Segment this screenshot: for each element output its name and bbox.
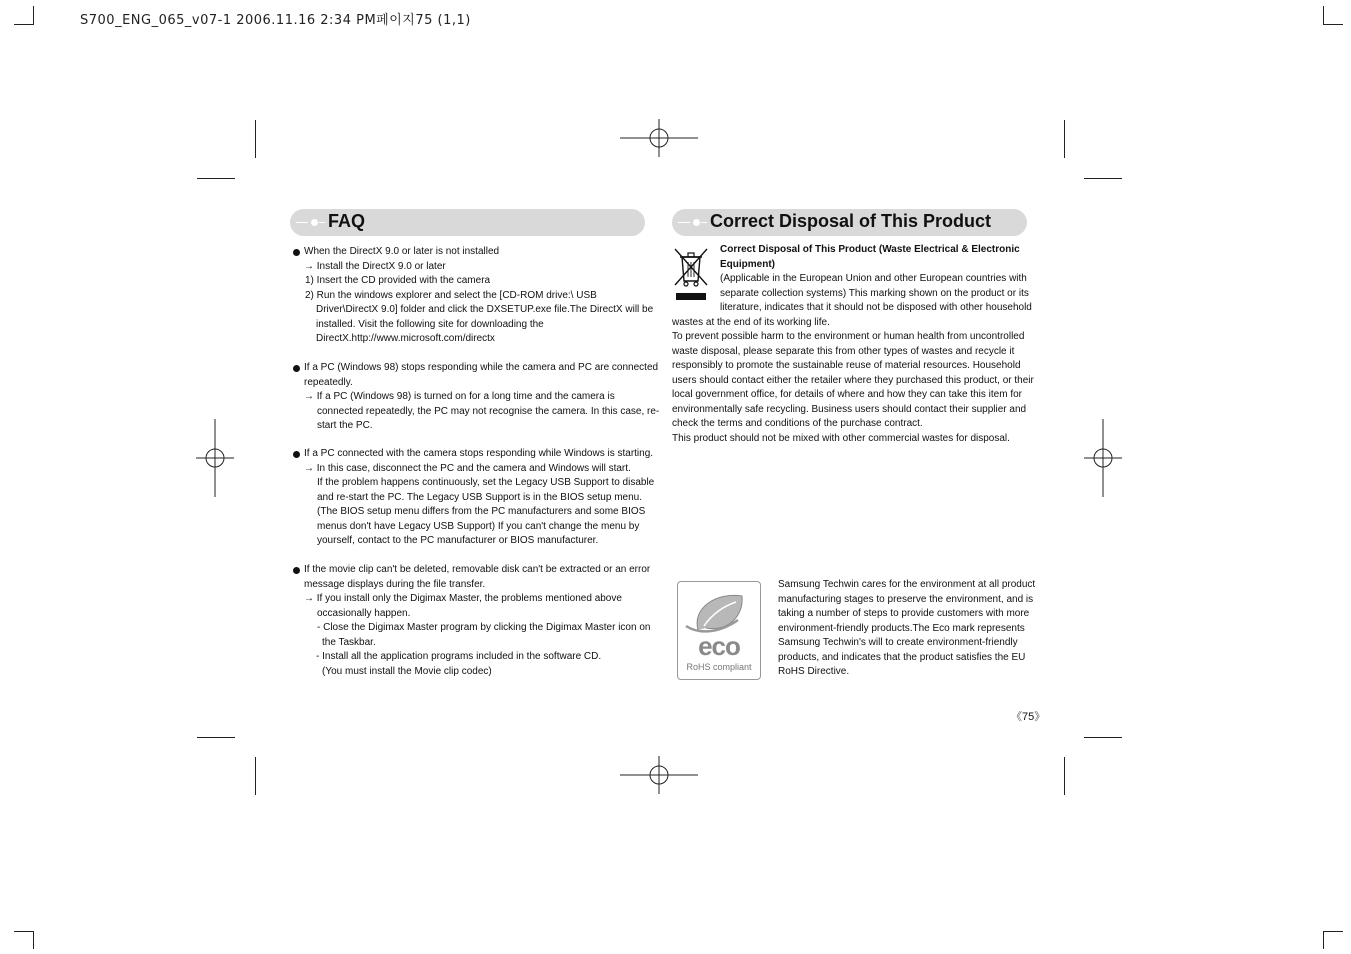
faq-line: Driver\DirectX 9.0] folder and click the DXSETUP.exe file.The DirectX will be: [316, 304, 654, 315]
disposal-line: local government office, for details of where and how they can take this item for: [672, 389, 1022, 400]
faq-line: 1) Insert the CD provided with the camera: [305, 275, 491, 286]
faq-line: When the DirectX 9.0 or later is not installed: [304, 246, 500, 257]
faq-line: occasionally happen.: [317, 607, 411, 619]
disposal-subtitle: Correct Disposal of This Product (Waste Electrical & Electronic: [720, 244, 1020, 255]
eco-line: taking a number of steps to provide customers with more: [778, 608, 1030, 619]
bullet-icon: [293, 451, 300, 458]
faq-line: → If you install only the Digimax Master, the problems mentioned above: [304, 593, 622, 604]
faq-line: If a PC (Windows 98) stops responding while the camera and PC are connected: [304, 362, 659, 373]
header-bullet-icon: [311, 219, 318, 226]
disposal-line: environmentally safe recycling. Business users should contact their supplier and: [672, 403, 1027, 415]
page-number: 《75》: [1011, 711, 1046, 723]
bullet-icon: [293, 249, 300, 256]
faq-line: 2) Run the windows explorer and select the [CD-ROM drive:\ USB: [305, 289, 597, 301]
faq-line: the Taskbar.: [322, 636, 376, 648]
rohs-label: RoHS compliant: [686, 662, 752, 672]
crossed-out-bin-icon: [673, 247, 709, 303]
disposal-line: waste disposal, please separate this from other types of wastes and recycle it: [672, 345, 1015, 357]
disposal-line: (Applicable in the European Union and other European countries with: [720, 273, 1027, 284]
disposal-line: check the terms and conditions of the purchase contract.: [672, 418, 923, 429]
eco-line: RoHS Directive.: [778, 666, 850, 677]
eco-rohs-logo: [677, 581, 761, 680]
faq-line: connected repeatedly, the PC may not recognise the camera. In this case, re-: [317, 405, 660, 417]
faq-line: → If a PC (Windows 98) is turned on for a long time and the camera is: [304, 391, 615, 402]
faq-line: menus don't have Legacy USB Support) If you can't change the menu by: [317, 520, 640, 532]
bullet-icon: [293, 567, 300, 574]
eco-line: environment-friendly products.The Eco mark represents: [778, 622, 1025, 634]
faq-line: yourself, contact to the PC manufacturer or BIOS manufacturer.: [317, 535, 599, 546]
faq-line: - Close the Digimax Master program by clicking the Digimax Master icon on: [317, 622, 651, 633]
disposal-line: separate collection systems) This marking shown on the product or its: [720, 287, 1029, 299]
faq-line: start the PC.: [317, 420, 373, 431]
header-bullet-icon: [693, 219, 700, 226]
faq-line: message displays during the file transfer.: [304, 578, 486, 590]
disposal-line: responsibly to promote the sustainable reuse of material resources. Household: [672, 360, 1021, 371]
disposal-line: users should contact either the retailer where they purchased this product, or their: [672, 374, 1034, 386]
disposal-subtitle: Equipment): [720, 258, 775, 270]
registration-mark-bottom-icon: [620, 756, 698, 794]
faq-line: installed. Visit the following site for downloading the: [316, 318, 544, 330]
faq-line: (The BIOS setup menu differs from the PC manufacturers and some BIOS: [317, 506, 646, 517]
faq-line: If a PC connected with the camera stops responding while Windows is starting.: [304, 448, 654, 459]
eco-line: Samsung Techwin's will to create environment-friendly: [778, 637, 1018, 648]
registration-mark-top-icon: [620, 119, 698, 157]
eco-word: eco: [698, 631, 740, 661]
registration-mark-left-icon: [196, 419, 234, 497]
faq-line: DirectX.http://www.microsoft.com/directx: [316, 333, 495, 344]
faq-title: FAQ: [328, 211, 366, 231]
disposal-header: [672, 209, 1027, 236]
faq-line: repeatedly.: [304, 376, 353, 388]
eco-line: Samsung Techwin cares for the environment at all product: [778, 579, 1036, 590]
disposal-line: literature, indicates that it should not be disposed with other household: [720, 302, 1032, 313]
faq-line: → In this case, disconnect the PC and the camera and Windows will start.: [304, 462, 631, 474]
disposal-line: To prevent possible harm to the environment or human health from uncontrolled: [672, 331, 1025, 342]
faq-line: (You must install the Movie clip codec): [322, 665, 492, 677]
bullet-icon: [293, 365, 300, 372]
faq-line: and re-start the PC. The Legacy USB Support is in the BIOS setup menu.: [317, 491, 642, 503]
faq-line: If the problem happens continuously, set the Legacy USB Support to disable: [317, 477, 655, 488]
disposal-title: Correct Disposal of This Product: [710, 211, 992, 231]
faq-line: → Install the DirectX 9.0 or later: [304, 260, 446, 272]
faq-header: [290, 209, 645, 236]
faq-line: - Install all the application programs included in the software CD.: [316, 651, 602, 662]
disposal-line: wastes at the end of its working life.: [672, 316, 830, 328]
registration-mark-right-icon: [1084, 419, 1122, 497]
faq-line: If the movie clip can't be deleted, removable disk can't be extracted or an error: [304, 564, 651, 575]
eco-line: products, and indicates that the product satisfies the EU: [778, 651, 1026, 663]
disposal-line: This product should not be mixed with other commercial wastes for disposal.: [672, 432, 1010, 444]
eco-line: manufacturing stages to preserve the environment, and is: [778, 593, 1034, 605]
print-slug: S700_ENG_065_v07-1 2006.11.16 2:34 PM페이지75 (1,1): [80, 13, 471, 28]
